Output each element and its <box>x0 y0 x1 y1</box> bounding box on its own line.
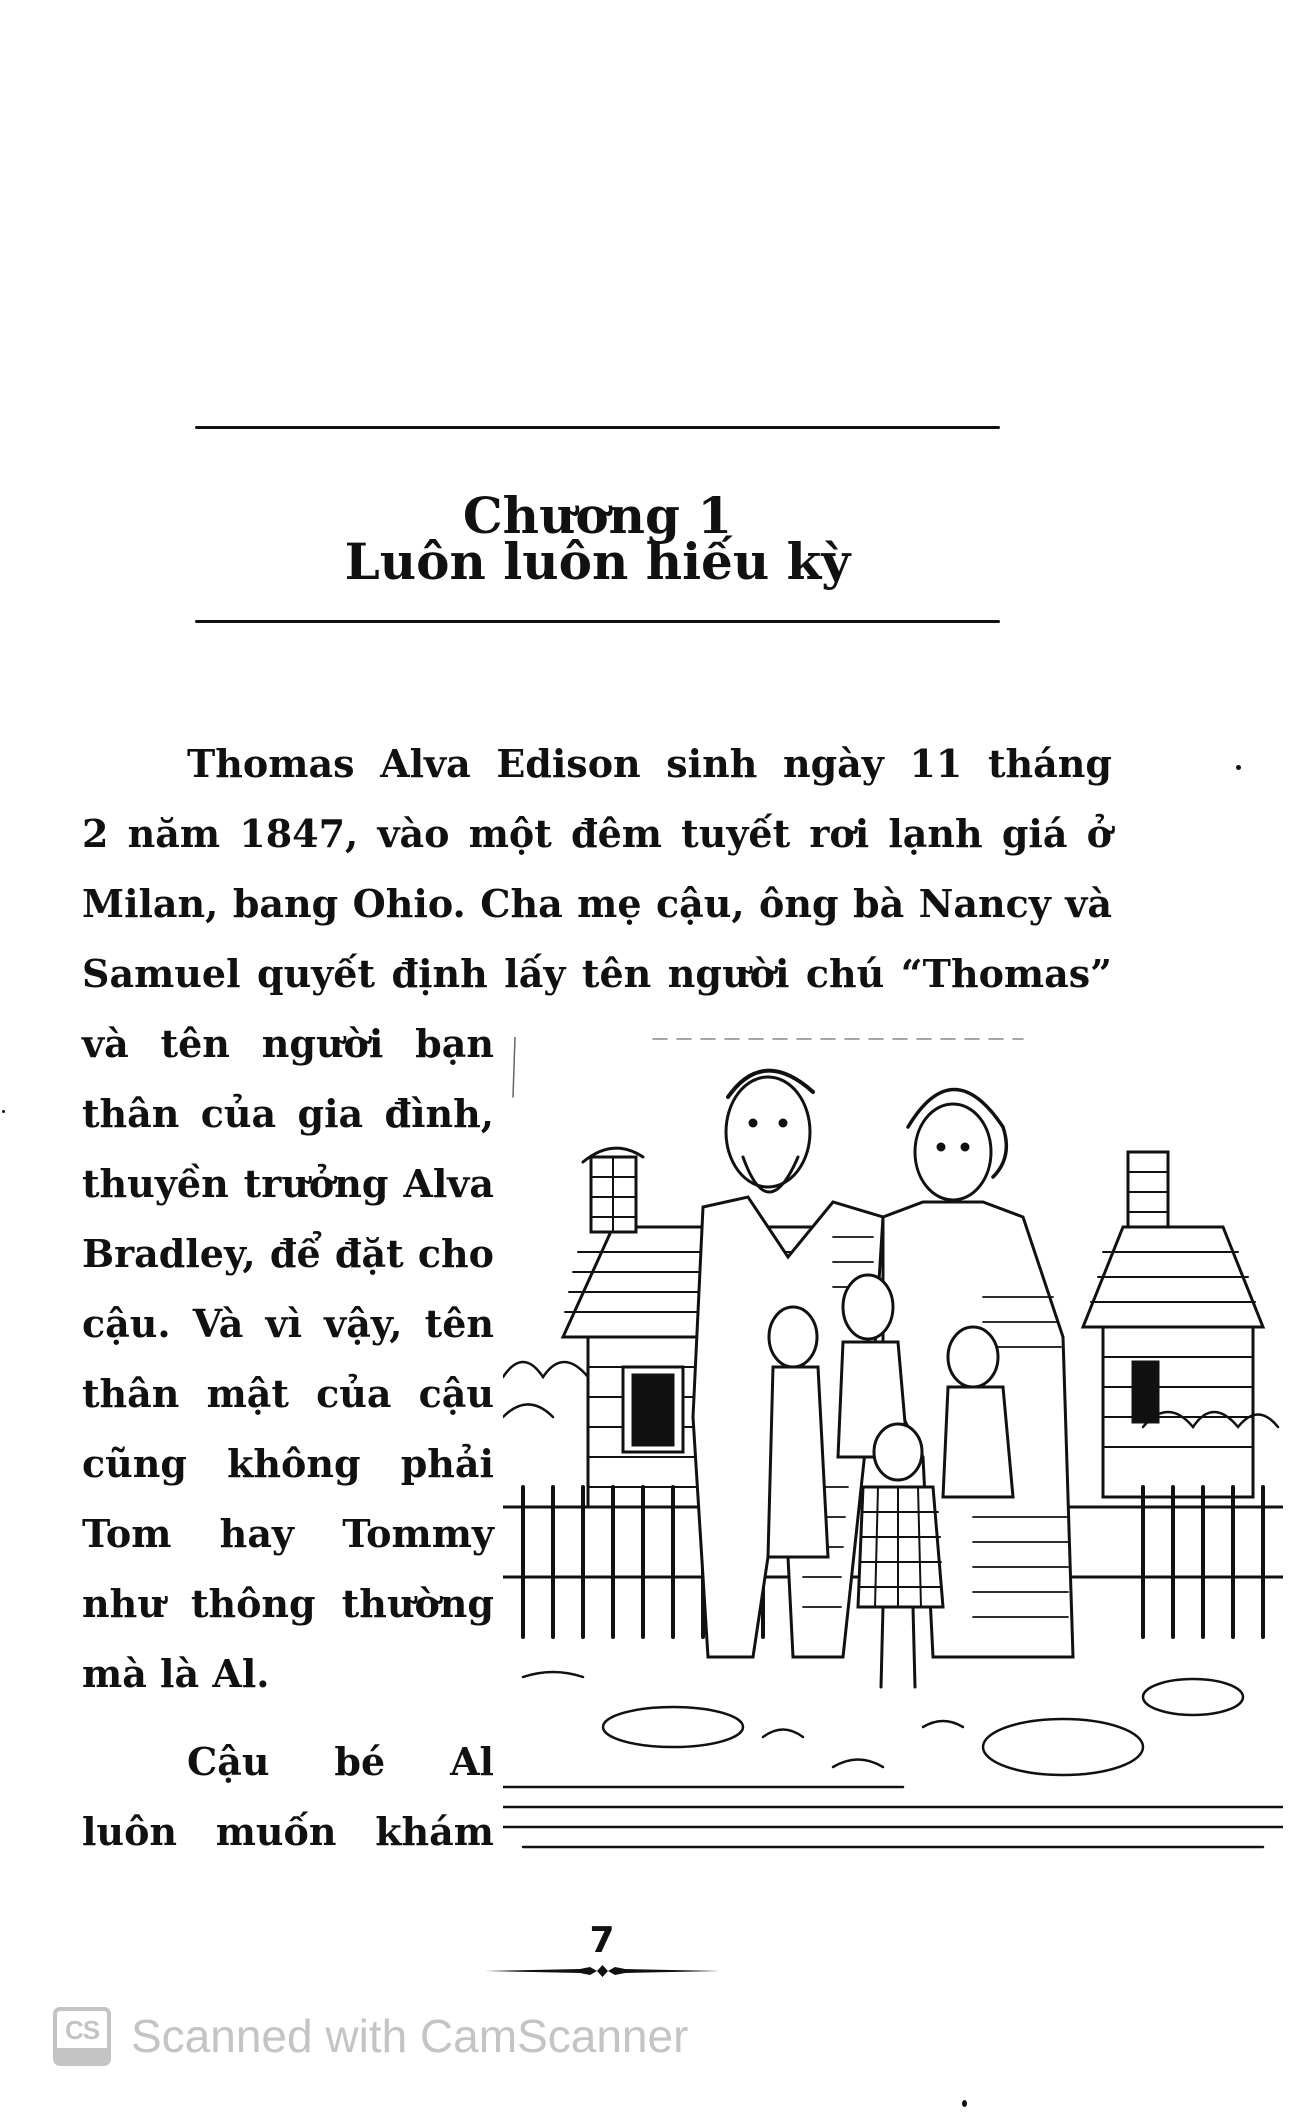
scan-speck <box>1236 765 1241 770</box>
watermark-text: Scanned with CamScanner <box>131 2010 689 2062</box>
body-line: cũng không phải <box>82 1441 494 1486</box>
family-illustration <box>503 1037 1283 1867</box>
page-number: 7 <box>589 1920 615 1961</box>
body-line: thuyền trưởng Alva <box>82 1161 494 1206</box>
body-line: thân của gia đình, <box>82 1091 494 1136</box>
body-line: Tom hay Tommy <box>82 1511 494 1556</box>
body-line: Bradley, để đặt cho <box>82 1231 494 1276</box>
body-line: cậu. Và vì vậy, tên <box>82 1301 494 1346</box>
body-line: 2 năm 1847, vào một đêm tuyết rơi lạnh giá ở <box>82 811 1112 856</box>
body-line: như thông thường <box>82 1581 494 1626</box>
body-line: và tên người bạn <box>82 1021 494 1066</box>
chapter-title: Luôn luôn hiếu kỳ <box>344 532 851 591</box>
body-line: Samuel quyết định lấy tên người chú “Thomas” <box>82 951 1112 996</box>
chapter-bottom-rule <box>195 620 1000 623</box>
camscanner-watermark <box>53 2006 688 2066</box>
scan-speck <box>2 1110 5 1113</box>
body-line: Milan, bang Ohio. Cha mẹ cậu, ông bà Nancy và <box>82 881 1112 926</box>
body-line: luôn muốn khám <box>82 1809 494 1854</box>
chapter-top-rule <box>195 426 1000 429</box>
scan-speck <box>962 2100 967 2107</box>
camscanner-logo-icon: CS <box>53 2007 111 2066</box>
chapter-number: Chương 1 <box>462 486 733 545</box>
body-line: Cậu bé Al <box>187 1739 494 1784</box>
page-ornament <box>485 1962 720 1980</box>
body-line: mà là Al. <box>82 1651 270 1696</box>
body-line: thân mật của cậu <box>82 1371 494 1416</box>
body-line: Thomas Alva Edison sinh ngày 11 tháng <box>187 741 1112 786</box>
